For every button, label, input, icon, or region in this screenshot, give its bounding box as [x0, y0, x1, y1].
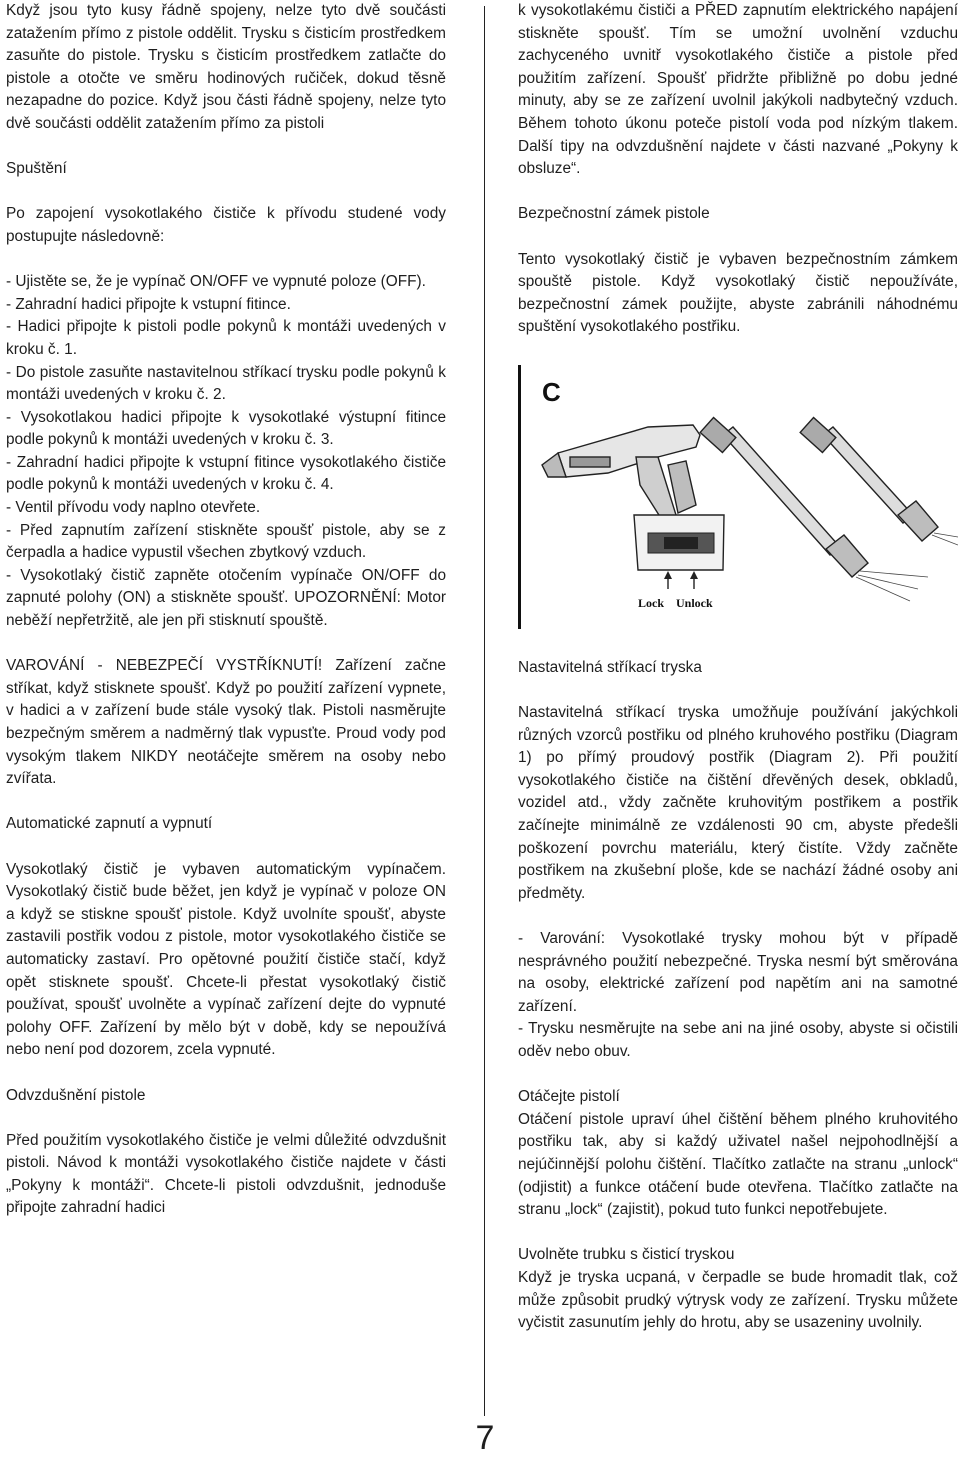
step-item: - Ujistěte se, že je vypínač ON/OFF ve vypnuté poloze (OFF).: [6, 273, 426, 291]
rotate-paragraph: Otáčení pistole upraví úhel čištění během plného kruhovitého postřiku tak, aby si každý uživatel našel nejpohodlnější a nejúčinnější polohu čištění. Tlačítko zatlačte na stranu „unlock“ (odjistit) a funkce otáčení bude otevřena. Tlačítko zatlačte na stranu „lock“ (zajistit), pokud tuto funkci nepotřebujete.: [518, 1110, 958, 1219]
bleed-paragraph: Před použitím vysokotlakého čističe je velmi důležité odvzdušnit pistoli. Návod k montáži vysokotlakého čističe najdete v části „Pokyny k montáži“. Chcete-li pistoli odvzdušnit, jednoduše připojte zahradní hadici: [6, 1131, 446, 1217]
auto-paragraph: Vysokotlaký čistič je vybaven automatickým vypínačem. Vysokotlaký čistič bude běžet, jen když je vypínač v poloze ON a když se stiskne spoušť pistole. Když uvolníte spoušť, abyste zastavili postřik vodou z pistole, motor vysokotlakého čističe se automaticky zastaví. Pro opětovné použití čističe stačí, když opět stisknete spoušť. Chcete-li přestat vysokotlaký čistič používat, spoušť uvolněte a vypínač zařízení dejte do vypnuté polohy OFF. Zařízení by mělo být v době, kdy se nepoužívá nebo není pod dozorem, zcela vypnuté.: [6, 860, 446, 1059]
bleed-continued-paragraph: k vysokotlakému čističi a PŘED zapnutím elektrického napájení stiskněte spoušť. Tím se umožní uvolnění vzduchu zachyceného uvnitř vysokotlakého čističe a pistole před použitím zařízení. Spoušť přidržte přibližně po dobu jedné minuty, aby se ze zařízení uvolnil jakýkoli nadbytečný vzduch. Během tohoto úkonu poteče pistolí voda pod nízkým tlakem. Další tipy na odvzdušnění najdete v části nazvané „Pokyny k obsluze“.: [518, 2, 958, 178]
spray-icon: [856, 533, 958, 601]
step-item: - Vysokotlakou hadici připojte k vysokotlaké výstupní fitince podle pokynů k montáži uvedených v kroku č. 3.: [6, 408, 446, 449]
step-item: - Zahradní hadici připojte k vstupní fitince vysokotlakého čističe podle pokynů k montáži uvedených v kroku č. 4.: [6, 453, 446, 494]
bleed-heading: Odvzdušnění pistole: [6, 1086, 146, 1104]
spray-gun-figure: [518, 365, 958, 629]
right-column: [518, 0, 958, 1335]
step-item: - Zahradní hadici připojte k vstupní fitince.: [6, 295, 291, 313]
step-item: - Hadici připojte k pistoli podle pokynů k montáži uvedených v kroku č. 1.: [6, 318, 446, 358]
step-item: - Ventil přívodu vody naplno otevřete.: [6, 499, 261, 517]
rotate-heading: Otáčejte pistolí: [518, 1088, 620, 1106]
lock-detail-inset: [634, 515, 724, 589]
unlock-label: Unlock: [676, 595, 713, 610]
step-item: - Do pistole zasuňte nastavitelnou stříkací trysku podle pokynů k montáži uvedených v kroku č. 2.: [6, 363, 446, 404]
step-item: - Před zapnutím zařízení stiskněte spoušť pistole, aby se z čerpadla a hadice vypustil všechen zbytkový vzduch.: [6, 521, 446, 562]
nozzle-heading: Nastavitelná stříkací tryska: [518, 658, 702, 676]
intro-paragraph: Když jsou tyto kusy řádně spojeny, nelze tyto dvě součásti zatažením přímo z pistole oddělit. Trysku s čisticím prostředkem zasuňte do pistole. Trysku s čisticím prostředkem zatlačte do pistole a otočte ve směru hodinových ručiček, dokud těsně nezapadne do pozice. Když jsou části řádně spojeny, nelze tyto dvě součásti oddělit zatažením přímo za pistoli: [6, 2, 446, 132]
lock-paragraph: Tento vysokotlaký čistič je vybaven bezpečnostním zámkem spouště pistole. Když vysokotlaký čistič nepoužíváte, bezpečnostní zámek použijte, abyste zabránili náhodnému spuštění vysokotlakého postřiku.: [518, 250, 958, 336]
release-paragraph: Když je tryska ucpaná, v čerpadle se bude hromadit tlak, což může způsobit prudký výtrysk vody ze zařízení. Trysku můžete vyčistit zasunutím jehly do hrotu, aby se usazeniny uvolnily.: [518, 1268, 958, 1332]
column-divider: [484, 6, 485, 1416]
nozzle-warning-item: - Trysku nesměrujte na sebe ani na jiné osoby, abyste si očistili oděv nebo obuv.: [518, 1020, 958, 1060]
lock-heading: Bezpečnostní zámek pistole: [518, 205, 710, 223]
step-item: - Vysokotlaký čistič zapněte otočením vypínače ON/OFF do zapnuté polohy (ON) a stiskněte spoušť. UPOZORNĚNÍ: Motor neběží nepřetržitě, ale jen při stisknutí spouště.: [6, 566, 446, 630]
auto-heading: Automatické zapnutí a vypnutí: [6, 815, 213, 833]
figure-letter: C: [542, 376, 561, 407]
lock-label: Lock: [638, 595, 665, 610]
spray-gun-illustration: [518, 365, 958, 629]
nozzle-paragraph: Nastavitelná stříkací tryska umožňuje používání jakýchkoli různých vzorců postřiku od plného kruhového postřiku (Diagram 1) po přímý proudový postřik (Diagram 2). Při použití vysokotlakého čističe na čištění dřevěných desek, obkladů, vozidel atd., vždy začněte kruhovitým postřikem a postřik začínejte minimálně ze vzdálenosti 90 cm, abyste předešli poškození povrchu materiálu, který čistíte. Vždy začněte postřikem na zkušební ploše, kde se nachází žádné osoby ani předměty.: [518, 704, 958, 902]
gun-body-icon: [542, 425, 700, 523]
lance-icon: [800, 417, 938, 540]
page-number: 7: [475, 1419, 495, 1457]
startup-heading: Spuštění: [6, 160, 67, 178]
release-heading: Uvolněte trubku s čisticí tryskou: [518, 1246, 735, 1264]
nozzle-warning-item: - Varování: Vysokotlaké trysky mohou být v případě nesprávného použití nebezpečné. Tryska nesmí být směrována na osoby, elektrické zařízení pod napětím ani na samotné zařízení.: [518, 930, 958, 1015]
warning-paragraph: VAROVÁNÍ - NEBEZPEČÍ VYSTŘÍKNUTÍ! Zařízení začne stříkat, když stisknete spoušť. Když po použití zařízení vypnete, v hadici a v zařízení bude stále vysoký tlak. Pistoli nasměrujte bezpečným směrem a nadměrný tlak vypusťte. Proud vody pod vysokým tlakem NIKDY neotáčejte směrem na osoby nebo zvířata.: [6, 657, 446, 788]
startup-intro: Po zapojení vysokotlakého čističe k přívodu studené vody postupujte následovně:: [6, 205, 446, 245]
left-column: [6, 0, 446, 1220]
